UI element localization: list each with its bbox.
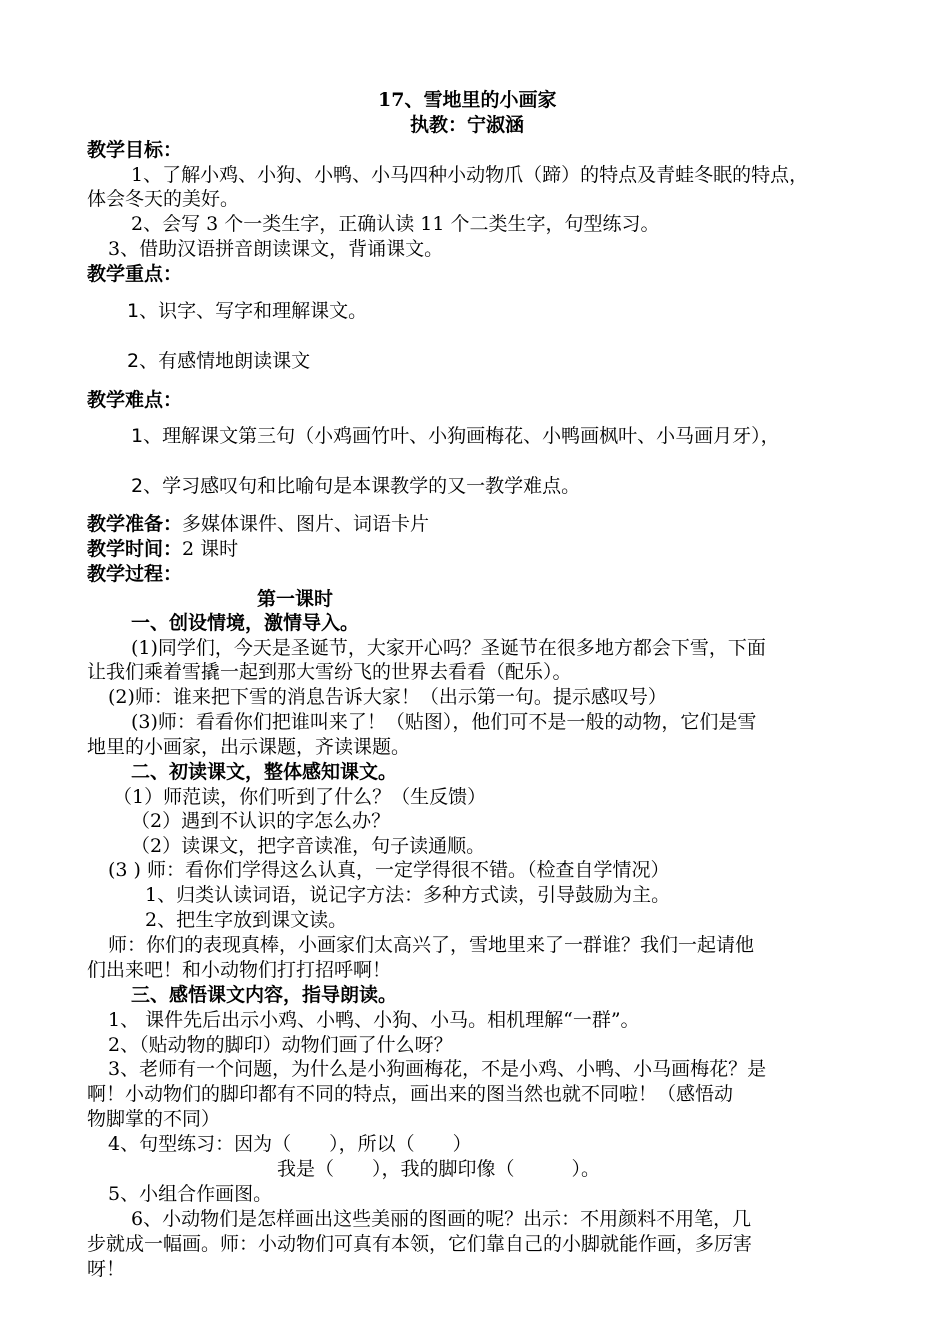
section-3-item-4-pattern: 我是（ ），我的脚印像（ ）。 (277, 1158, 601, 1180)
section-3-item-3b: 啊！小动物们的脚印都有不同的特点，画出来的图当然也就不同啦！（感悟动 (87, 1083, 734, 1105)
section-3-item-5: 5、小组合作画图。 (108, 1183, 273, 1205)
section-3-item-3a: 3、老师有一个问题，为什么是小狗画梅花，不是小鸡、小鸭、小马画梅花？是 (108, 1058, 767, 1080)
section-2-item-1: 1、归类认读词语，说记字方法：多种方式读，引导鼓励为主。 (145, 884, 671, 906)
section-2-para-2: （2）遇到不认识的字怎么办？ (131, 810, 391, 832)
section-1-heading: 一、创设情境，激情导入。 (131, 612, 360, 634)
goal-2: 2、会写 3 个一类生字，正确认读 11 个二类生字，句型练习。 (131, 213, 660, 235)
time-text: 2 课时 (182, 538, 239, 560)
key-point-2: 2、有感情地朗读课文 (127, 350, 311, 372)
section-3-item-1: 1、 课件先后出示小鸡、小鸭、小狗、小马。相机理解“一群”。 (108, 1009, 640, 1031)
section-3-item-4: 4、句型练习：因为（ ），所以（ ） (108, 1133, 472, 1155)
time-line (87, 537, 238, 561)
section-3-item-6a: 6、小动物们是怎样画出这些美丽的图画的呢？出示：不用颜料不用笔，几 (131, 1208, 752, 1230)
goals-heading: 教学目标： (87, 139, 183, 161)
section-1-para-3a: (3)师：看看你们把谁叫来了！（贴图），他们可不是一般的动物，它们是雪 (131, 711, 757, 733)
section-2-para-3: （2）读课文，把字音读准，句子读通顺。 (131, 835, 486, 857)
section-2-para-4: (3 ) 师：看你们学得这么认真，一定学得很不错。（检查自学情况） (108, 859, 670, 881)
section-1-para-1b: 让我们乘着雪撬一起到那大雪纷飞的世界去看看（配乐）。 (87, 661, 572, 683)
goal-3: 3、借助汉语拼音朗读课文，背诵课文。 (108, 238, 444, 260)
section-3-item-6c: 呀！ (87, 1258, 126, 1280)
teacher-line: 执教：宁淑涵 (410, 114, 525, 136)
difficulty-1: 1、理解课文第三句（小鸡画竹叶、小狗画梅花、小鸭画枫叶、小马画月牙）， (131, 425, 780, 447)
section-3-item-6b: 步就成一幅画。师：小动物们可真有本领，它们靠自己的小脚就能作画，多厉害 (87, 1233, 753, 1255)
section-2-item-2: 2、把生字放到课文读。 (145, 909, 348, 931)
lesson-heading: 第一课时 (257, 588, 334, 610)
section-1-para-1a: (1)同学们，今天是圣诞节，大家开心吗？圣诞节在很多地方都会下雪，下面 (131, 637, 766, 659)
section-2-para-7b: 们出来吧！和小动物们打打招呼啊！ (87, 959, 392, 981)
key-points-heading: 教学重点： (87, 263, 183, 285)
preparation-heading: 教学准备： (87, 513, 183, 535)
difficulties-heading: 教学难点： (87, 389, 183, 411)
doc-title: 17、雪地里的小画家 (378, 89, 557, 111)
process-heading: 教学过程： (87, 563, 183, 585)
section-3-item-2: 2、（贴动物的脚印）动物们画了什么呀？ (108, 1034, 453, 1056)
section-3-item-3c: 物脚掌的不同） (87, 1108, 221, 1130)
section-2-para-7a: 师：你们的表现真棒，小画家们太高兴了，雪地里来了一群谁？我们一起请他 (108, 934, 755, 956)
key-point-1: 1、识字、写字和理解课文。 (127, 300, 368, 322)
preparation-text: 多媒体课件、图片、词语卡片 (182, 513, 430, 535)
goal-1-line-b: 体会冬天的美好。 (87, 188, 240, 210)
section-3-heading: 三、感悟课文内容，指导朗读。 (131, 984, 398, 1006)
section-2-heading: 二、初读课文，整体感知课文。 (131, 761, 398, 783)
goal-1-line-a: 1、了解小鸡、小狗、小鸭、小马四种小动物爪（蹄）的特点及青蛙冬眠的特点， (131, 164, 809, 186)
difficulty-2: 2、学习感叹句和比喻句是本课教学的又一教学难点。 (131, 475, 581, 497)
preparation-line (87, 512, 429, 536)
time-heading: 教学时间： (87, 538, 183, 560)
section-1-para-2: (2)师：谁来把下雪的消息告诉大家！（出示第一句。提示感叹号） (108, 686, 667, 708)
section-2-para-1: （1）师范读，你们听到了什么？（生反馈） (113, 786, 487, 808)
section-1-para-3b: 地里的小画家，出示课题，齐读课题。 (87, 736, 411, 758)
